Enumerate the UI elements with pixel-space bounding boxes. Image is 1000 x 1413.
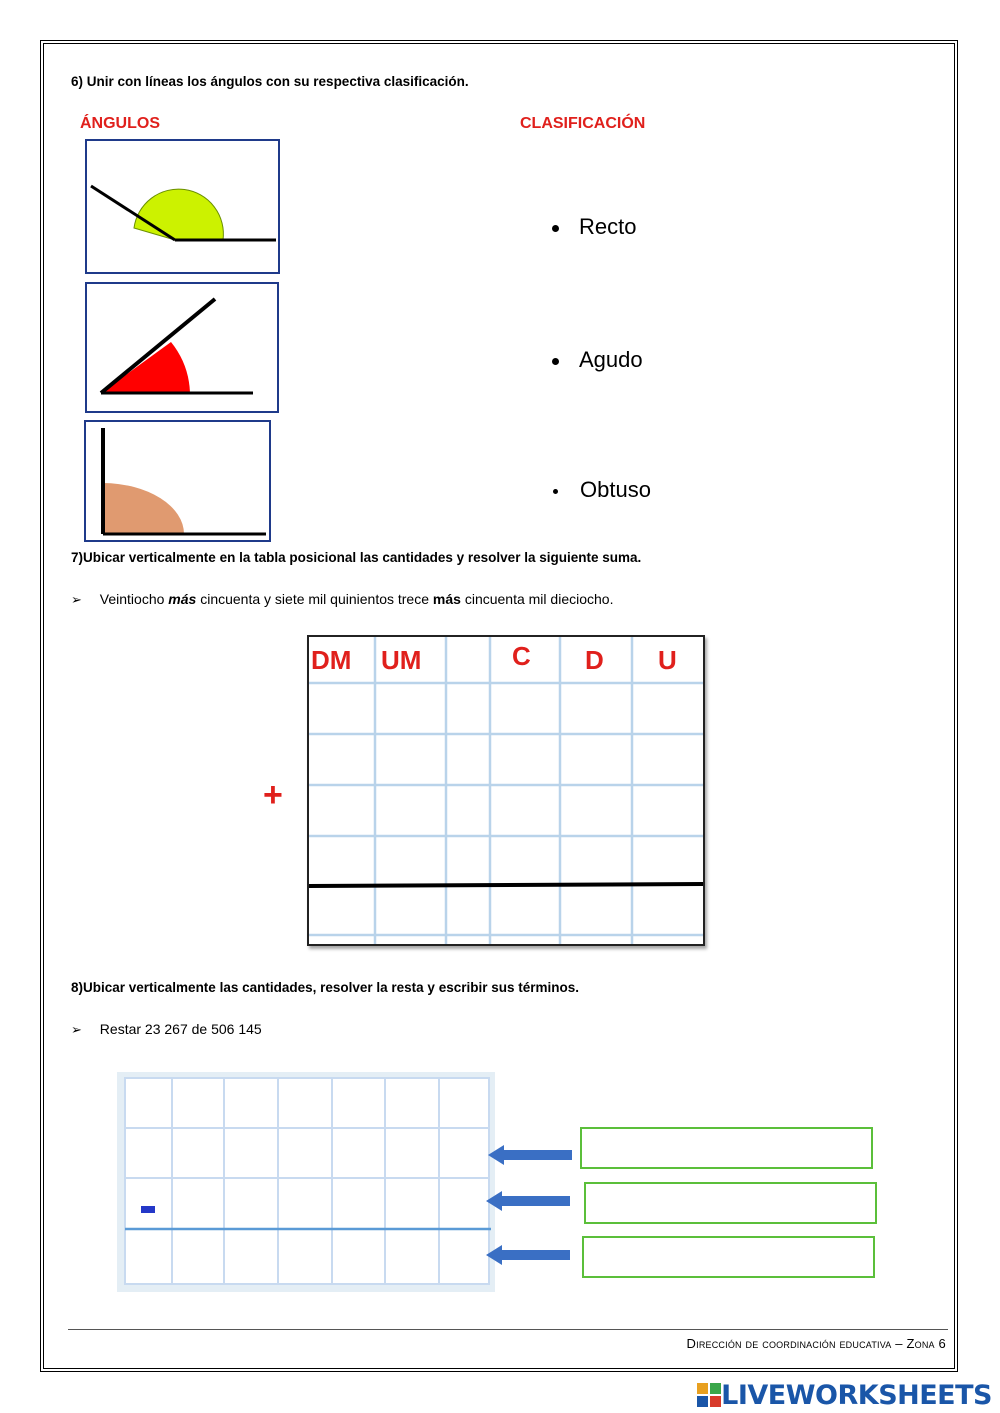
right-angle-image[interactable] (84, 420, 271, 542)
column-header-um: UM (381, 645, 422, 675)
column-header-dm: DM (311, 645, 352, 675)
problem-text-emph: más (168, 591, 197, 607)
section8-problem (71, 1021, 262, 1038)
subtraction-grid-lines (117, 1072, 495, 1292)
acute-angle-image[interactable] (85, 282, 279, 413)
bullet-icon (552, 225, 559, 232)
answer-box-minuend[interactable] (580, 1127, 873, 1169)
obtuse-angle-drawing (87, 141, 278, 272)
column-header-d: D (585, 645, 604, 675)
problem-text-part: cincuenta mil dieciocho. (460, 591, 614, 607)
footer-text: Dirección de coordinación educativa – Zona 6 (686, 1336, 946, 1351)
classification-agudo[interactable] (552, 347, 643, 373)
section7-problem (71, 591, 613, 608)
classification-label: Obtuso (580, 477, 651, 502)
problem-text: Restar 23 267 de 506 145 (99, 1021, 262, 1037)
arrow-left-icon (486, 1189, 572, 1213)
problem-text-part: Veintiocho (99, 591, 169, 607)
acute-angle-drawing (87, 284, 277, 411)
obtuse-angle-image[interactable] (85, 139, 280, 274)
arrow-bullet-icon: ➢ (71, 592, 82, 607)
plus-sign: + (263, 776, 283, 814)
bullet-icon (552, 358, 559, 365)
minus-sign-icon (141, 1206, 155, 1213)
right-arc (103, 483, 184, 534)
angles-heading: ÁNGULOS (80, 115, 160, 132)
obtuse-arc (134, 189, 223, 240)
acute-arc (101, 342, 190, 393)
place-value-grid (309, 637, 703, 944)
place-value-table[interactable] (307, 635, 705, 946)
section6-title: 6) Unir con líneas los ángulos con su respectiva clasificación. (71, 74, 469, 89)
problem-text-part: cincuenta y siete mil quinientos trece (196, 591, 433, 607)
section7-title: 7)Ubicar verticalmente en la tabla posicional las cantidades y resolver la siguiente suma. (71, 550, 642, 565)
classification-label: Recto (579, 214, 637, 239)
bullet-icon (553, 489, 558, 494)
classification-obtuso[interactable] (552, 477, 651, 503)
problem-text-emph: más (432, 591, 461, 607)
arrow-bullet-icon: ➢ (71, 1022, 82, 1037)
right-angle-drawing (86, 422, 269, 540)
liveworksheets-logo-icon (697, 1383, 721, 1407)
column-header-c: C (512, 641, 531, 671)
arrow-left-icon (488, 1143, 574, 1167)
arrow-left-icon (486, 1243, 572, 1267)
answer-box-difference[interactable] (582, 1236, 875, 1278)
classification-label: Agudo (579, 347, 643, 372)
brand-name[interactable]: LIVEWORKSHEETS (721, 1380, 992, 1411)
footer-divider (68, 1329, 948, 1330)
section8-title: 8)Ubicar verticalmente las cantidades, resolver la resta y escribir sus términos. (71, 980, 579, 995)
classification-recto[interactable] (552, 214, 636, 240)
column-header-u: U (658, 645, 677, 675)
answer-box-subtrahend[interactable] (584, 1182, 877, 1224)
subtraction-grid[interactable] (117, 1072, 495, 1292)
classification-heading: CLASIFICACIÓN (520, 115, 646, 132)
